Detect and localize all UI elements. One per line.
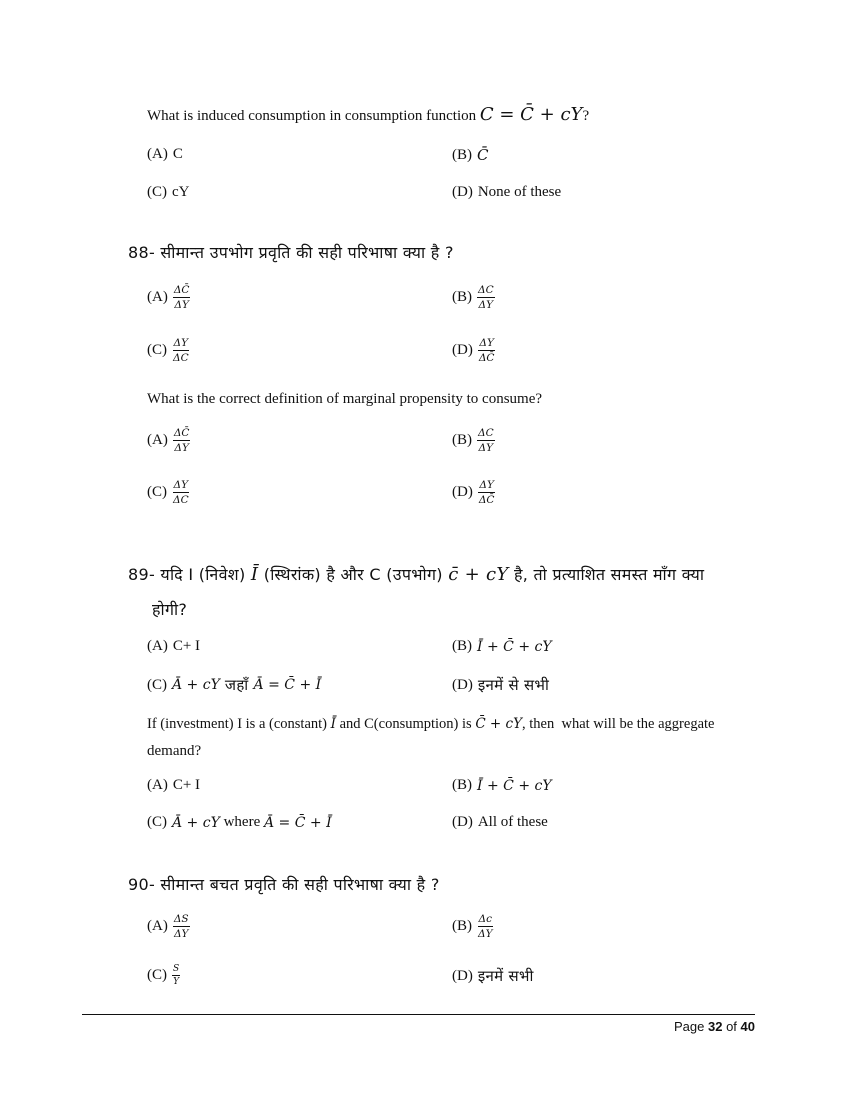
numerator: ΔY: [479, 479, 494, 491]
q89-hi-question: [128, 563, 704, 585]
denominator: ΔY: [478, 442, 494, 454]
q88-en-option-c: [147, 479, 190, 506]
q88-hi-option-a: [147, 284, 190, 311]
denominator: ΔC: [173, 494, 189, 506]
option-label: (A): [147, 432, 168, 448]
q87-en-question: [147, 104, 589, 125]
option-label: (A): [147, 638, 168, 654]
option-math-2: Ā = C̄ + Ī: [263, 814, 332, 831]
q89-hi-math-1: Ī: [250, 564, 259, 585]
page-total: 40: [740, 1019, 755, 1034]
q89-en-math-1: Ī: [330, 716, 336, 732]
q89-hi-text-2: (स्थिरांक) है और C (उपभोग): [258, 565, 449, 584]
numerator: ΔC̄: [173, 427, 190, 439]
q89-hi-option-d: [452, 675, 549, 695]
q88-hi-option-b: [452, 284, 495, 311]
numerator: ΔY: [173, 479, 189, 491]
denominator: ΔC̄: [478, 494, 495, 506]
q89-hi-option-c: [147, 675, 321, 695]
numerator: S: [173, 964, 180, 974]
q90-hi-question: 90- सीमान्त बचत प्रवृति की सही परिभाषा क्या है ?: [128, 875, 440, 894]
q89-en-text-2: and C(consumption) is: [335, 716, 476, 732]
fraction: [477, 427, 495, 454]
q89-hi-question-line2: होगी?: [152, 600, 188, 619]
denominator: ΔY: [174, 442, 189, 454]
numerator: ΔC: [478, 284, 494, 296]
numerator: ΔY: [479, 337, 494, 349]
fraction: [172, 479, 190, 506]
q89-en-question-line2: demand?: [147, 743, 202, 759]
q87-en-option-a: [147, 146, 183, 163]
option-value: cY: [172, 184, 190, 200]
option-label: (D): [452, 676, 473, 693]
fraction: [478, 337, 496, 364]
option-value: All of these: [477, 814, 548, 830]
option-label: (B): [452, 918, 472, 934]
q89-hi-math-2: c̄ + cY: [448, 564, 509, 585]
option-math-1: Ā + cY: [172, 677, 220, 693]
page-word: Page: [674, 1019, 708, 1034]
q88-en-option-d: [452, 479, 495, 506]
option-label: (D): [452, 967, 473, 984]
fraction: [172, 964, 180, 987]
q89-en-option-c: [147, 814, 332, 831]
fraction: [173, 913, 190, 940]
option-label: (B): [452, 432, 472, 448]
option-value: C+ I: [172, 777, 201, 793]
option-label: (B): [452, 638, 472, 654]
q90-hi-option-a: [147, 913, 190, 940]
page-footer: [674, 1019, 755, 1034]
q89-en-option-d: [452, 814, 548, 831]
option-label: (A): [147, 289, 168, 305]
numerator: ΔC: [478, 427, 494, 439]
q89-en-question: [147, 716, 714, 733]
fraction: [478, 479, 496, 506]
fraction: [477, 284, 495, 311]
q89-en-option-b: [452, 777, 552, 794]
numerator: ΔY: [173, 337, 189, 349]
q88-en-question: What is the correct definition of marginal propensity to consume?: [147, 391, 543, 407]
option-label: (D): [452, 342, 473, 358]
denominator: ΔY: [173, 928, 189, 940]
denominator: Y: [173, 977, 180, 987]
q89-en-text-1: If (investment) I is a (constant): [147, 716, 331, 732]
option-label: (C): [147, 342, 167, 358]
fraction: [477, 913, 494, 940]
option-label: (C): [147, 814, 167, 830]
q89-hi-option-b: [452, 638, 552, 655]
option-value: C: [172, 146, 183, 162]
option-label: (A): [147, 918, 168, 934]
numerator: Δc: [478, 913, 492, 925]
option-label: (C): [147, 484, 167, 500]
denominator: ΔY: [174, 299, 189, 311]
q89-hi-text-3: है, तो प्रत्याशित समस्त माँग क्या: [508, 565, 705, 584]
q88-en-option-b: [452, 427, 495, 454]
denominator: ΔY: [478, 928, 493, 940]
fraction: [173, 427, 191, 454]
q88-hi-question: 88- सीमान्त उपभोग प्रवृति की सही परिभाषा क्या है ?: [128, 243, 454, 262]
option-word: where: [219, 814, 264, 830]
option-label: (A): [147, 777, 168, 793]
q90-hi-option-d: [452, 966, 534, 986]
option-math-1: Ā + cY: [172, 814, 220, 831]
q87-en-end: ?: [582, 108, 590, 124]
option-word: जहाँ: [219, 676, 254, 694]
q87-en-option-b: [452, 146, 488, 164]
option-label: (B): [452, 146, 472, 163]
q88-hi-option-c: [147, 337, 190, 364]
q90-hi-option-b: [452, 913, 494, 940]
q88-hi-option-d: [452, 337, 495, 364]
option-label: (D): [452, 484, 473, 500]
q89-hi-option-a: [147, 638, 200, 655]
fraction: [173, 284, 191, 311]
q87-en-option-d: [452, 184, 561, 201]
option-label: (D): [452, 814, 473, 830]
numerator: ΔS: [173, 913, 189, 925]
option-value: Ī + C̄ + cY: [477, 638, 552, 655]
option-value: C+ I: [172, 638, 201, 654]
q89-hi-text-1: 89- यदि I (निवेश): [128, 565, 251, 584]
denominator: ΔY: [478, 299, 494, 311]
option-value: C̄: [477, 146, 489, 164]
page-number: 32: [707, 1019, 723, 1034]
footer-rule: [82, 1014, 755, 1015]
option-label: (C): [147, 967, 167, 983]
option-label: (B): [452, 289, 472, 305]
q89-en-math-2: C̄ + cY: [475, 716, 523, 732]
denominator: ΔC̄: [478, 352, 495, 364]
q90-hi-option-c: [147, 964, 180, 987]
q89-en-text-3: , then what will be the aggregate: [522, 716, 715, 732]
option-label: (B): [452, 777, 472, 793]
q89-en-option-a: [147, 777, 200, 794]
option-value: Ī + C̄ + cY: [477, 777, 552, 794]
of-word: of: [722, 1019, 741, 1034]
q87-en-text: What is induced consumption in consumption function: [147, 108, 480, 124]
option-label: (D): [452, 184, 473, 200]
option-value: इनमें से सभी: [477, 676, 550, 694]
option-value: इनमें सभी: [477, 967, 534, 985]
q87-en-formula: C = C̄ + cY: [479, 104, 583, 125]
numerator: ΔC̄: [173, 284, 190, 296]
q87-en-option-c: [147, 184, 190, 201]
q88-en-option-a: [147, 427, 190, 454]
option-label: (A): [147, 146, 168, 162]
option-math-2: Ā = C̄ + Ī: [253, 677, 322, 693]
denominator: ΔC: [173, 352, 189, 364]
option-label: (C): [147, 676, 167, 693]
option-value: None of these: [477, 184, 562, 200]
option-label: (C): [147, 184, 167, 200]
fraction: [172, 337, 190, 364]
